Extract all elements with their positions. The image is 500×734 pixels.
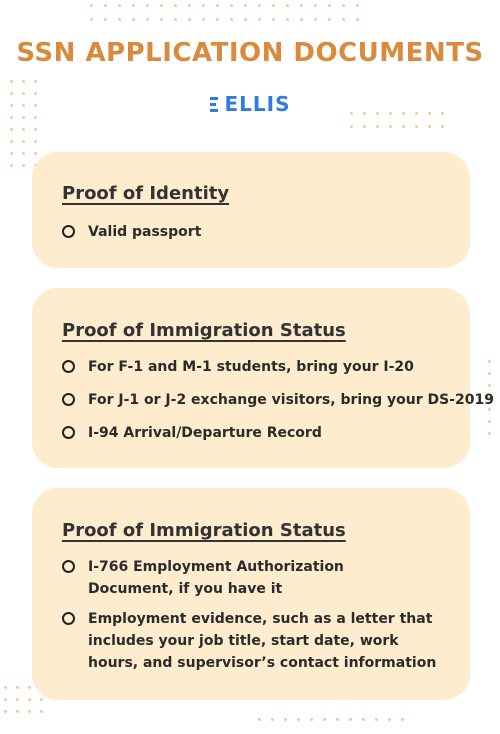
decor-dot bbox=[34, 116, 37, 119]
circle-bullet-icon bbox=[62, 360, 75, 373]
item-text: I-766 Employment Authorization Document, if you have it bbox=[88, 559, 344, 597]
decor-dot bbox=[328, 18, 331, 21]
decor-dot bbox=[244, 18, 247, 21]
list-item bbox=[62, 556, 408, 600]
decor-dot bbox=[216, 4, 219, 7]
circle-bullet-icon bbox=[62, 612, 75, 625]
decor-dot bbox=[34, 128, 37, 131]
decor-dot bbox=[16, 686, 19, 689]
decor-dot bbox=[376, 125, 379, 128]
dots-top bbox=[90, 4, 410, 20]
decor-dot bbox=[90, 4, 93, 7]
decor-dot bbox=[202, 18, 205, 21]
ellis-logo bbox=[0, 92, 500, 116]
item-text: For F-1 and M-1 students, bring your I-20 bbox=[88, 359, 414, 375]
decor-dot bbox=[488, 372, 491, 375]
decor-dot bbox=[104, 4, 107, 7]
item-text: I-94 Arrival/Departure Record bbox=[88, 425, 322, 441]
decor-dot bbox=[244, 4, 247, 7]
decor-dot bbox=[258, 18, 261, 21]
decor-dot bbox=[10, 152, 13, 155]
decor-dot bbox=[174, 18, 177, 21]
decor-dot bbox=[22, 80, 25, 83]
decor-dot bbox=[314, 18, 317, 21]
decor-dot bbox=[258, 718, 261, 721]
decor-dot bbox=[34, 152, 37, 155]
decor-dot bbox=[40, 710, 43, 713]
decor-dot bbox=[4, 686, 7, 689]
decor-dot bbox=[16, 710, 19, 713]
decor-dot bbox=[40, 698, 43, 701]
decor-dot bbox=[328, 4, 331, 7]
decor-dot bbox=[10, 164, 13, 167]
decor-dot bbox=[104, 18, 107, 21]
decor-dot bbox=[258, 4, 261, 7]
decor-dot bbox=[160, 18, 163, 21]
decor-dot bbox=[22, 128, 25, 131]
list-item bbox=[62, 422, 440, 444]
decor-dot bbox=[188, 18, 191, 21]
decor-dot bbox=[488, 432, 491, 435]
card-title: Proof of Identity bbox=[62, 183, 230, 204]
decor-dot bbox=[4, 698, 7, 701]
decor-dot bbox=[300, 4, 303, 7]
card-title: Proof of Immigration Status bbox=[62, 520, 346, 541]
decor-dot bbox=[174, 4, 177, 7]
decor-dot bbox=[349, 718, 352, 721]
circle-bullet-icon bbox=[62, 393, 75, 406]
decor-dot bbox=[314, 4, 317, 7]
dots-right-top bbox=[350, 112, 450, 142]
list-item bbox=[62, 356, 440, 378]
decor-dot bbox=[389, 125, 392, 128]
decor-dot bbox=[16, 698, 19, 701]
decor-dot bbox=[132, 18, 135, 21]
decor-dot bbox=[297, 718, 300, 721]
decor-dot bbox=[28, 698, 31, 701]
item-text: Employment evidence, such as a letter that includes your job title, start date, work hours, and supervisor’s contact information bbox=[88, 611, 437, 671]
decor-dot bbox=[356, 18, 359, 21]
ellis-logo-icon bbox=[210, 97, 218, 112]
item-text: For J-1 or J-2 exchange visitors, bring your DS-2019 bbox=[88, 392, 495, 408]
decor-dot bbox=[488, 384, 491, 387]
item-text: Valid passport bbox=[88, 224, 202, 240]
decor-dot bbox=[428, 125, 431, 128]
employment-card bbox=[32, 488, 470, 700]
decor-dot bbox=[4, 710, 7, 713]
decor-dot bbox=[415, 125, 418, 128]
decor-dot bbox=[188, 4, 191, 7]
decor-dot bbox=[132, 4, 135, 7]
circle-bullet-icon bbox=[62, 225, 75, 238]
decor-dot bbox=[22, 140, 25, 143]
decor-dot bbox=[272, 18, 275, 21]
decor-dot bbox=[22, 152, 25, 155]
decor-dot bbox=[118, 4, 121, 7]
decor-dot bbox=[488, 420, 491, 423]
decor-dot bbox=[216, 18, 219, 21]
page-title: SSN APPLICATION DOCUMENTS bbox=[16, 38, 484, 68]
decor-dot bbox=[342, 18, 345, 21]
list-item bbox=[62, 608, 438, 674]
decor-dot bbox=[10, 80, 13, 83]
decor-dot bbox=[160, 4, 163, 7]
decor-dot bbox=[10, 128, 13, 131]
decor-dot bbox=[90, 18, 93, 21]
decor-dot bbox=[286, 4, 289, 7]
decor-dot bbox=[336, 718, 339, 721]
decor-dot bbox=[22, 164, 25, 167]
card-title: Proof of Immigration Status bbox=[62, 320, 346, 341]
decor-dot bbox=[10, 140, 13, 143]
decor-dot bbox=[230, 18, 233, 21]
circle-bullet-icon bbox=[62, 426, 75, 439]
decor-dot bbox=[350, 125, 353, 128]
list-item bbox=[62, 221, 440, 243]
decor-dot bbox=[388, 718, 391, 721]
decor-dot bbox=[34, 80, 37, 83]
decor-dot bbox=[28, 710, 31, 713]
circle-bullet-icon bbox=[62, 560, 75, 573]
decor-dot bbox=[342, 4, 345, 7]
decor-dot bbox=[310, 718, 313, 721]
dots-bottom bbox=[258, 718, 418, 728]
decor-dot bbox=[441, 125, 444, 128]
decor-dot bbox=[488, 360, 491, 363]
identity-card bbox=[32, 152, 470, 268]
decor-dot bbox=[488, 408, 491, 411]
decor-dot bbox=[146, 18, 149, 21]
decor-dot bbox=[146, 4, 149, 7]
decor-dot bbox=[286, 18, 289, 21]
decor-dot bbox=[202, 4, 205, 7]
logo-text: ELLIS bbox=[224, 92, 291, 116]
list-item bbox=[62, 389, 495, 411]
decor-dot bbox=[28, 686, 31, 689]
decor-dot bbox=[272, 4, 275, 7]
decor-dot bbox=[284, 718, 287, 721]
decor-dot bbox=[118, 18, 121, 21]
decor-dot bbox=[22, 116, 25, 119]
decor-dot bbox=[323, 718, 326, 721]
decor-dot bbox=[10, 116, 13, 119]
decor-dot bbox=[34, 140, 37, 143]
decor-dot bbox=[356, 4, 359, 7]
decor-dot bbox=[375, 718, 378, 721]
immigration-status-card bbox=[32, 288, 495, 468]
decor-dot bbox=[402, 125, 405, 128]
decor-dot bbox=[362, 718, 365, 721]
decor-dot bbox=[271, 718, 274, 721]
decor-dot bbox=[363, 125, 366, 128]
decor-dot bbox=[230, 4, 233, 7]
decor-dot bbox=[300, 18, 303, 21]
decor-dot bbox=[401, 718, 404, 721]
